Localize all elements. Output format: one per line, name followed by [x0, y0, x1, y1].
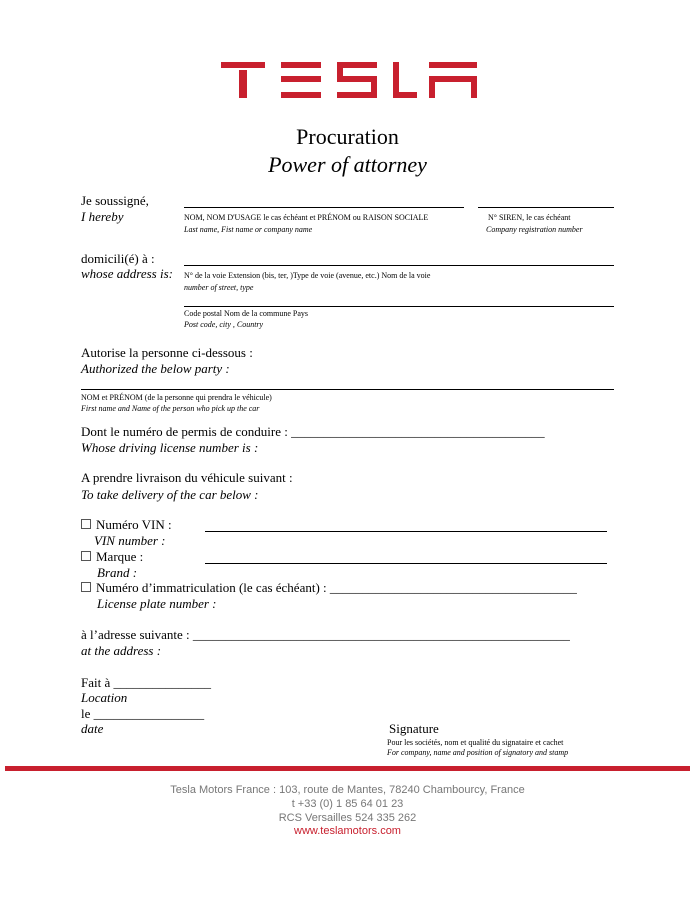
date-label: date: [81, 721, 104, 736]
footer-website-link[interactable]: www.teslamotors.com: [294, 825, 401, 837]
vin-row: [81, 517, 172, 533]
title-fr: Procuration: [296, 124, 399, 149]
vin-checkbox[interactable]: [81, 519, 91, 529]
hereby-label-en: I hereby: [81, 209, 124, 224]
person-caption-fr: NOM et PRÉNOM (de la personne qui prendra le véhicule): [81, 393, 272, 402]
delivery-label-en: To take delivery of the car below :: [81, 487, 259, 502]
plate-field[interactable]: Numéro d’immatriculation (le cas échéant) : ______________________________________: [96, 580, 577, 595]
signature-caption-en: For company, name and position of signatory and stamp: [387, 748, 569, 757]
name-caption-en: Last name, Fist name or company name: [184, 225, 313, 234]
brand-field[interactable]: [205, 563, 607, 564]
brand-label-fr: Marque :: [96, 549, 144, 564]
authorized-person-field[interactable]: [81, 389, 614, 390]
brand-checkbox[interactable]: [81, 551, 91, 561]
signature-label: Signature: [389, 721, 439, 736]
city-caption-en: Post code, city , Country: [184, 320, 264, 329]
footer-phone: t +33 (0) 1 85 64 01 23: [291, 798, 404, 810]
footer-address: Tesla Motors France : 103, route de Mantes, 78240 Chambourcy, France: [170, 784, 525, 796]
street-field[interactable]: [184, 265, 614, 266]
plate-label-en: License plate number :: [97, 596, 217, 611]
delivery-address-field[interactable]: à l’adresse suivante : __________________________________________________________: [81, 627, 570, 642]
siren-caption-en: Company registration number: [486, 225, 583, 234]
authorize-label-en: Authorized the below party :: [81, 361, 230, 376]
street-caption-en: number of street, type: [184, 283, 254, 292]
vin-label-fr: Numéro VIN :: [96, 517, 172, 532]
signature-area[interactable]: [387, 700, 617, 760]
license-label-en: Whose driving license number is :: [81, 440, 259, 455]
tesla-logo: [221, 62, 477, 98]
siren-caption-fr: N° SIREN, le cas échéant: [488, 213, 571, 222]
title-en: Power of attorney: [268, 152, 427, 177]
address-label-fr: domicili(é) à :: [81, 251, 155, 266]
street-caption-fr: N° de la voie Extension (bis, ter, )Type de voie (avenue, etc.) Nom de la voie: [184, 271, 431, 280]
hereby-label-fr: Je soussigné,: [81, 193, 149, 208]
delivery-address-label-en: at the address :: [81, 643, 162, 658]
city-caption-fr: Code postal Nom de la commune Pays: [184, 309, 308, 318]
authorize-label-fr: Autorise la personne ci-dessous :: [81, 345, 253, 360]
location-label: Location: [81, 690, 128, 705]
date-field[interactable]: le _________________: [81, 706, 205, 721]
vin-field[interactable]: [205, 531, 607, 532]
person-caption-en: First name and Name of the person who pick up the car: [81, 404, 260, 413]
footer-accent-bar: [5, 766, 690, 771]
made-at-field[interactable]: Fait à _______________: [81, 675, 211, 690]
plate-row: [81, 580, 577, 596]
vin-label-en: VIN number :: [94, 533, 166, 548]
brand-label-en: Brand :: [97, 565, 138, 580]
footer-rcs: RCS Versailles 524 335 262: [278, 812, 417, 824]
city-field[interactable]: [184, 306, 614, 307]
name-field[interactable]: [184, 207, 464, 208]
delivery-label-fr: A prendre livraison du véhicule suivant :: [81, 470, 293, 485]
signature-caption-fr: Pour les sociétés, nom et qualité du signataire et cachet: [387, 738, 564, 747]
address-label-en: whose address is:: [81, 266, 173, 281]
brand-row: [81, 549, 143, 565]
name-caption-fr: NOM, NOM D'USAGE le cas échéant et PRÉNOM ou RAISON SOCIALE: [184, 213, 429, 222]
siren-field[interactable]: [478, 207, 614, 208]
plate-checkbox[interactable]: [81, 582, 91, 592]
license-field[interactable]: Dont le numéro de permis de conduire : _______________________________________: [81, 424, 545, 439]
